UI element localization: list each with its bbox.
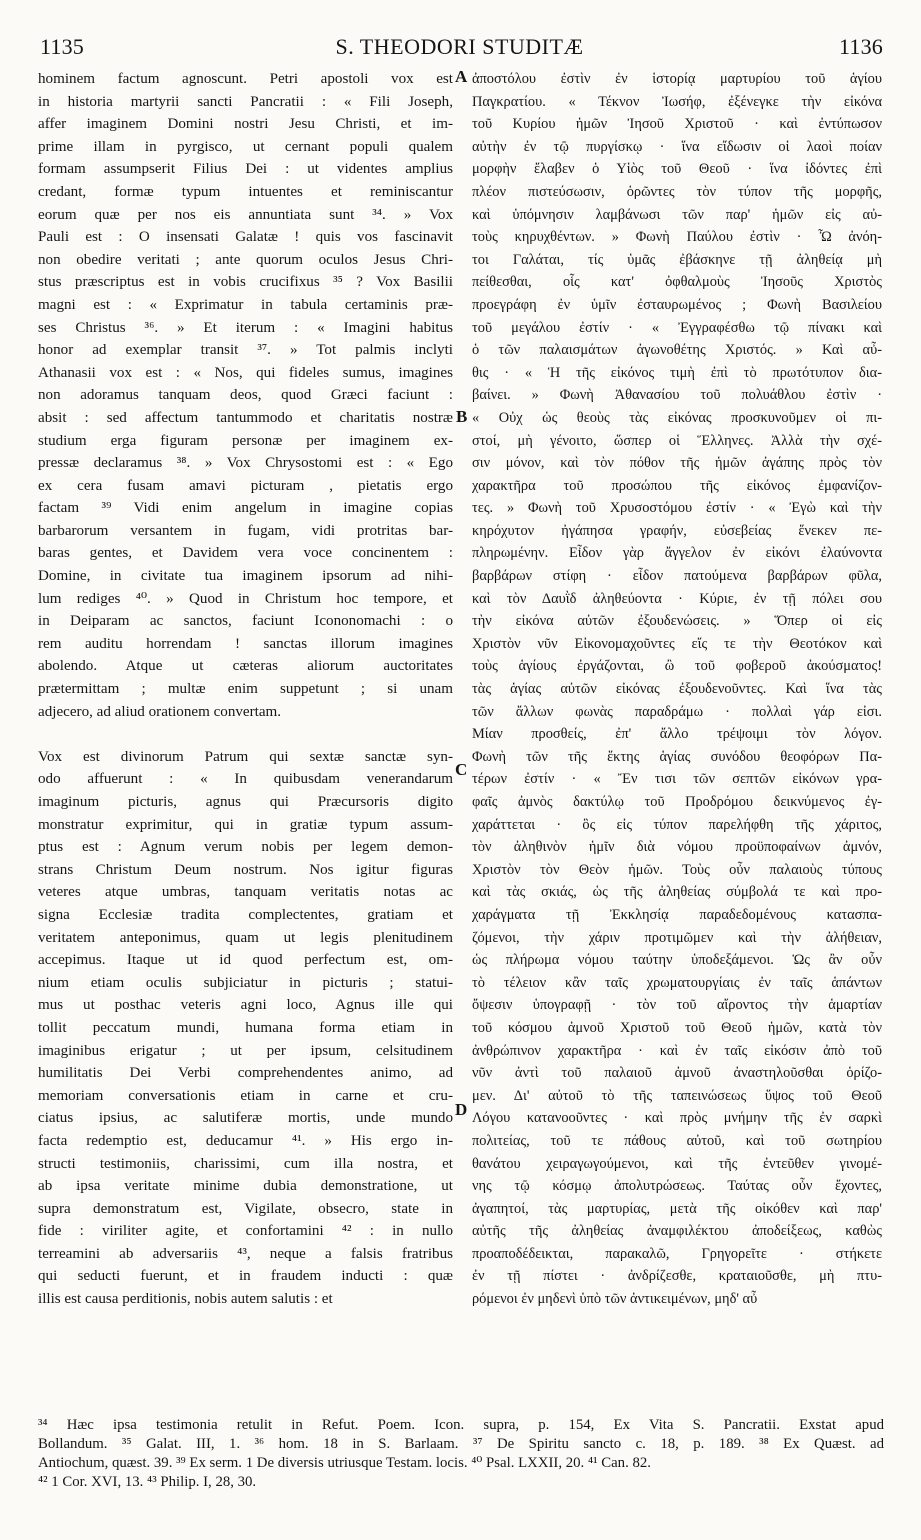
footnote-line: Bollandum. ³⁵ Galat. III, 1. ³⁶ hom. 18 in S. Barlaam. ³⁷ De Spiritu sancto c. 18, p. 189. ³⁸ Ex Quæst. ad [38, 1436, 884, 1452]
latin-text-line: structi testimoniis, charissimi, cum illa nostra, et [38, 1155, 453, 1172]
latin-text-line: abolendo. Atque ut cæteras aliorum auctoritates [38, 658, 453, 675]
greek-text-line: ἀνθρώπινον χαρακτῆρα · καὶ ἐν ταῖς εἰκόσιν ἀπὸ τοῦ [472, 1042, 882, 1059]
latin-text-line: illis est causa perditionis, nobis autem salutis : et [38, 1291, 333, 1308]
greek-text-line: τοὺς κηρυχθέντων. » Φωνὴ Παύλου ἐστὶν · Ὦ ἀνόη- [472, 229, 882, 246]
greek-text-line: χαράγματα τῇ Ἐκκλησίᾳ παραδεδομένους κατασπα- [472, 906, 882, 923]
latin-text-line: Athanasii vox est : « Nos, qui fideles sumus, imagines [38, 364, 453, 381]
greek-text-line: τὴν εἰκόνα αὐτῶν ἐξουδενώσεις. » Ὅπερ οἱ εἰς [472, 613, 882, 630]
latin-text-line: Vox est divinorum Patrum qui sextæ sanctæ syn- [38, 748, 453, 765]
page-number-right: 1136 [839, 34, 883, 59]
greek-text-line: Χριστὸν τὸν Θεὸν ἡμῶν. Τοὺς οὖν παλαιοὺς τύπους [472, 861, 882, 878]
greek-text-line: ὁ τῶν παλαισμάτων ἀγωνοθέτης Χριστός. » Καὶ αὖ- [472, 342, 882, 359]
greek-text-line: τὸ τέλειον κἂν ταῖς χρωματουργίαις ἐν ταῖς ἁπάντων [472, 974, 882, 991]
greek-text-line: ὡς πλήρωμα νόμου ταύτην ὑποδεξάμενοι. Ὡς ἂν οὖν [472, 952, 882, 969]
latin-text-line: monstratur exprimitur, qui in gratiæ typum assum- [38, 816, 453, 833]
greek-text-line: τες. » Φωνὴ τοῦ Χρυσοστόμου ἐστίν · « Ἐγὼ καὶ τὴν [472, 500, 882, 517]
greek-text-line: ὄψεσιν ὑπογραφῇ · τὸν τοῦ αἴροντος τὴν ἁμαρτίαν [472, 997, 882, 1014]
greek-text-line: Μίαν προσθείς, ἐπ' ἄλλο τρέψοιμι τὸν λόγον. [472, 726, 882, 743]
latin-text-line: factam ³⁹ Vidi enim angelum in imagine copias [38, 500, 453, 517]
latin-text-line: qui seducti fuerunt, et in fraudem inducti : quæ [38, 1268, 453, 1285]
latin-text-line: ex cera fusam amavi picturam , pietatis ergo [38, 477, 453, 494]
greek-column [472, 68, 882, 1311]
latin-text-line: affer imaginem Domini nostri Jesu Christi, et im- [38, 116, 453, 133]
greek-text-line: μορφὴν ἔλαβεν ὁ Υἱὸς τοῦ Θεοῦ · ἵνα ἰδόντες ἐπὶ [472, 161, 882, 178]
greek-text-line: νῦν ἀντὶ τοῦ παλαιοῦ ἀμνοῦ ἀναστηλοῦσθαι ὁρίζο- [472, 1065, 882, 1082]
latin-text-line: mus ut posthac veteris agni loco, Agnus ille qui [38, 997, 453, 1014]
latin-text-line: prime illam in pyrgisco, ut cernant populi qualem [38, 138, 453, 155]
greek-text-line: Λόγου κατανοοῦντες · καὶ πρὸς μνήμην τῆς ἐν σαρκὶ [472, 1110, 882, 1127]
greek-text-line: πληρωμένην. Εἶδον γὰρ ἄγγελον ἐν εἰκόνι ἐλαύνοντα [472, 545, 882, 562]
greek-text-line: Χριστὸν νῦν Εἰκονομαχοῦντες εἴς τε τὴν Θεοτόκον καὶ [472, 635, 882, 652]
latin-text-line: terreamini ab adversariis ⁴³, neque a falsis fratribus [38, 1245, 453, 1262]
latin-text-line: baras gentes, et Davidem vera voce concinentem : [38, 545, 453, 562]
latin-text-line: memoriam conversationis etiam in carne et cru- [38, 1087, 453, 1104]
latin-text-line: veritatem anteponimus, quam ut legis plenitudinem [38, 929, 453, 946]
greek-text-line: τοὺς ἁγίους ἐργάζονται, ὢ τοῦ φοβεροῦ ἀκούσματος! [472, 658, 882, 675]
latin-text-line: veteres atque umbras, tanquam veritatis notas ac [38, 884, 453, 901]
greek-text-line: τοῦ μεγάλου ἐστίν · « Ἐγγραφέσθω τῷ πίνακι καὶ [472, 319, 882, 336]
latin-text-line: prætermittam ; multæ enim suppetunt ; si unam [38, 681, 453, 698]
latin-text-line: strans Christum Deum nostrum. Nos igitur figuras [38, 861, 453, 878]
latin-text-line: absit : sed affectum tantummodo et charitatis nostræ [38, 409, 453, 426]
greek-text-line: πολιτείας, τοῦ τε πάθους αὐτοῦ, καὶ τοῦ σωτηρίου [472, 1132, 882, 1149]
greek-text-line: μεν. Δι' αὐτοῦ τὸ τῆς ταπεινώσεως ὕψος τοῦ Θεοῦ [472, 1087, 882, 1104]
latin-text-line: signa Ecclesiæ tradita complectentes, gratiam et [38, 906, 453, 923]
latin-text-line: honor ad exemplar transit ³⁷. » Tot palmis inclyti [38, 342, 453, 359]
latin-text-line: ptus est : Agnum verum nobis per legem demon- [38, 839, 453, 856]
latin-text-line: magni est : « Exprimatur in tabula certaminis præ- [38, 296, 453, 313]
margin-marker-d: D [455, 1100, 468, 1119]
greek-text-line: αὐτὴν ἐν τῷ πυργίσκῳ · ἵνα εἴδωσιν οἱ λαοὶ ποίαν [472, 138, 882, 155]
greek-text-line: τῶν ἄλλων φωνὰς παραδράμω · πολλαὶ γάρ εἰσι. [472, 703, 882, 720]
latin-column [38, 68, 453, 1311]
greek-text-line: τὰς ἁγίας αὐτῶν εἰκόνας ἐξουδενοῦντες. Καὶ ἵνα τὰς [472, 681, 882, 698]
greek-text-line: ρόμενοι ἐν μηδενὶ ὑπὸ τῶν ἀντικειμένων, μηδ' αὖ [472, 1291, 758, 1308]
latin-text-line: stus præscriptus est in vobis crucifixus ³⁵ ? Vox Basilii [38, 274, 453, 291]
latin-text-line: tollit peccatum mundi, humana forma etiam in [38, 1019, 453, 1036]
greek-text-line: χαρακτῆρα τοῦ προσώπου τῆς εἰκόνος ἐμφανίζον- [472, 477, 882, 494]
latin-text-line: barbarorum versantem in fugam, vidi protritas bar- [38, 522, 453, 539]
greek-text-line: « Οὐχ ὡς θεοὺς τὰς εἰκόνας προσκυνοῦμεν οἱ πι- [472, 409, 882, 426]
margin-marker-c: C [455, 760, 468, 779]
greek-text-line: τοῦ κόσμου ἀμνοῦ Χριστοῦ τοῦ Θεοῦ ἡμῶν, κατὰ τὸν [472, 1019, 882, 1036]
latin-text-line: ab ipsa veritate minime dubia demonstratione, ut [38, 1178, 453, 1195]
greek-text-line: καὶ ὑπόμνησιν λαμβάνωσι τῶν παρ' ἡμῶν εἰς αὐ- [472, 206, 882, 223]
greek-text-line: σιν μόνον, καὶ τὸν πόθον τῆς ἡμῶν ἀγάπης πρὸς τὸν [472, 455, 882, 472]
latin-text-line: studium erga figuram personæ per imaginem ex- [38, 432, 453, 449]
latin-text-line: Domine, in civitate tua imaginem ipsorum ad nihi- [38, 568, 453, 585]
greek-text-line: κηρόχυτον ἠγάπησα γραφήν, εὐσεβείας ἕνεκεν πε- [472, 522, 882, 539]
greek-text-line: στοί, μὴ γένοιτο, ὥσπερ οἱ Ἕλληνες. Ἀλλὰ τὴν σχέ- [472, 432, 882, 449]
latin-text-line: accepimus. Itaque ut id quod perfectum est, om- [38, 952, 453, 969]
margin-marker-b: B [456, 407, 468, 426]
greek-text-line: προεγράφη ἐν ὑμῖν ἐσταυρωμένος ; Φωνὴ Βασιλείου [472, 296, 882, 313]
greek-text-line: καὶ τὰς σκιάς, ὡς τῆς ἀληθείας σύμβολά τε καὶ προ- [472, 884, 882, 901]
latin-text-line: credant, formæ typum intuentes et reminiscantur [38, 183, 453, 200]
greek-text-line: νης τῷ κόσμῳ ἀπολυτρώσεως. Ταύτας οὖν ἔχοντες, [472, 1178, 882, 1195]
greek-text-line: αὐτῆς τῆς ἀληθείας ἀναμφιλέκτου ἀποδείξεως, καθὼς [472, 1223, 882, 1240]
greek-text-line: τοι Γαλάται, τίς ὑμᾶς ἐβάσκηνε τῇ ἀληθείᾳ μὴ [472, 251, 882, 268]
latin-text-line: eorum quæ per nos eis annuntiata sunt ³⁴. » Vox [38, 206, 453, 223]
footnote-line: ⁴² 1 Cor. XVI, 13. ⁴³ Philip. I, 28, 30. [38, 1474, 257, 1490]
greek-text-line: ζόμενοι, τὴν χάριν προτιμῶμεν καὶ τὴν ἀλήθειαν, [472, 929, 882, 946]
greek-text-line: πλέον πιστεύσωσιν, ὁρῶντες τὸν τύπον τῆς μορφῆς, [472, 183, 882, 200]
latin-text-line: hominem factum agnoscunt. Petri apostoli vox est [38, 71, 453, 87]
latin-text-line: non adoramus tanquam deos, quod Græci faciunt : [38, 387, 453, 404]
greek-text-line: τὸν ἀληθινὸν ἡμῖν διὰ νόμου προϋποφαίνων ἀμνόν, [472, 839, 882, 856]
greek-text-line: Παγκρατίου. « Τέκνον Ἰωσήφ, ἐξένεγκε τὴν εἰκόνα [472, 93, 882, 110]
latin-text-line: lum rediges ⁴⁰. » Quod in Christum hoc tempore, et [38, 590, 453, 607]
latin-text-line: ses Christus ³⁶. » Et iterum : « Imagini habitus [38, 319, 453, 336]
greek-text-line: προαποδέδεικται, παρακαλῶ, Γρηγορεῖτε · στήκετε [472, 1245, 882, 1262]
latin-text-line: odo affuerunt : « In quibusdam venerandarum [38, 771, 453, 788]
latin-text-line: non obedire veritati ; ante quorum oculos Jesus Chri- [38, 251, 453, 268]
greek-text-line: ἀποστόλου ἐστὶν ἐν ἱστορίᾳ μαρτυρίου τοῦ ἁγίου [472, 71, 882, 87]
footnotes [38, 1416, 884, 1492]
footnote-line: Antiochum, quæst. 39. ³⁹ Ex serm. 1 De diversis utriusque Testam. locis. ⁴⁰ Psal. LXXII, 20. ⁴¹ Can. 82. [38, 1455, 651, 1471]
greek-text-line: βαίνει. » Φωνὴ Ἀθανασίου τοῦ πολυάθλου ἐστὶν · [472, 387, 882, 404]
greek-text-line: τοῦ Κυρίου ἡμῶν Ἰησοῦ Χριστοῦ · καὶ ἐντύπωσον [472, 116, 882, 133]
latin-text-line: facta redemptio est, deducamur ⁴¹. » His ergo in- [38, 1132, 453, 1149]
footnote-line: ³⁴ Hæc ipsa testimonia retulit in Refut. Poem. Icon. supra, p. 154, Ex Vita S. Pancratii. Exstat apud [38, 1417, 884, 1433]
latin-text-line: nium etiam oculis subjiciatur in picturis ; statui- [38, 974, 453, 991]
latin-text-line: Pauli est : O insensati Galatæ ! quis vos fascinavit [38, 229, 453, 246]
running-title: S. THEODORI STUDITÆ [335, 34, 584, 59]
latin-text-line: imaginum picturis, agnus qui Præcursoris digito [38, 794, 453, 810]
greek-text-line: καὶ τὸν Δαυῒδ ἀληθεύοντα · Κύριε, ἐν τῇ πόλει σου [472, 590, 882, 607]
latin-text-line: pressæ declaramus ³⁸. » Vox Chrysostomi est : « Ego [38, 455, 453, 472]
latin-text-line: fide : viriliter agite, et confortamini ⁴² : in nullo [38, 1223, 453, 1240]
greek-text-line: ἀγαπητοί, τὰς μαρτυρίας, μετὰ τῆς οἰκόθεν καὶ παρ' [472, 1200, 882, 1217]
latin-text-line: formam assumpserit Filius Dei : ut videntes amplius [38, 161, 453, 178]
latin-text-line: in historia martyrii sancti Pancratii : « Fili Joseph, [38, 93, 453, 110]
greek-text-line: πείθεσθαι, οἷς κατ' ὀφθαλμοὺς Ἰησοῦς Χριστὸς [472, 274, 882, 291]
latin-text-line: adjecero, ad aliud orationem convertam. [38, 703, 282, 720]
greek-text-line: τέρων ἐστίν · « Ἔν τισι τῶν σεπτῶν εἰκόνων γρα- [472, 771, 882, 788]
latin-text-line: rem auditu horrendam ! sanctas illorum imagines [38, 635, 453, 652]
margin-marker-a: A [455, 67, 468, 86]
latin-text-line: supra demonstratum est, Vigilate, obsecro, state in [38, 1200, 453, 1217]
greek-text-line: θις · « Ἡ τῆς εἰκόνος τιμὴ ἐπὶ τὸ πρωτότυπον δια- [472, 364, 882, 381]
greek-text-line: θανάτου χειραγωγούμενοι, καὶ τῆς ἐντεῦθεν γινομέ- [472, 1155, 882, 1172]
paragraph-gap [38, 723, 453, 746]
latin-text-line: in Deiparam ac sanctos, faciunt Icononomachi : o [38, 613, 453, 630]
greek-text-line: χαράττεται · ὃς εἰς τύπον παρελήφθη τῆς χάριτος, [472, 816, 882, 833]
page-number-left: 1135 [40, 34, 84, 59]
greek-text-line: ἐν τῇ πίστει · ἀνδρίζεσθε, κραταιοῦσθε, μὴ πτυ- [472, 1268, 882, 1285]
greek-text-line: βαρβάρων στίφη · εἶδον πατούμενα βαρβάρων φῦλα, [472, 568, 882, 585]
greek-text-line: φαῖς ἀμνὸς δακτύλῳ τοῦ Προδρόμου δεικνύμενος ἐγ- [472, 794, 882, 810]
latin-text-line: ciatus ipsius, ac salutiferæ mortis, unde mundo [38, 1110, 453, 1127]
greek-text-line: Φωνὴ τῶν τῆς ἕκτης ἁγίας συνόδου θεοφόρων Πα- [472, 748, 882, 765]
page-header [28, 30, 891, 64]
latin-text-line: humilitatis Dei Verbi comprehendentes animo, ad [38, 1065, 453, 1082]
latin-text-line: imaginibus erigatur ; ut per ipsum, celsitudinem [38, 1042, 453, 1059]
